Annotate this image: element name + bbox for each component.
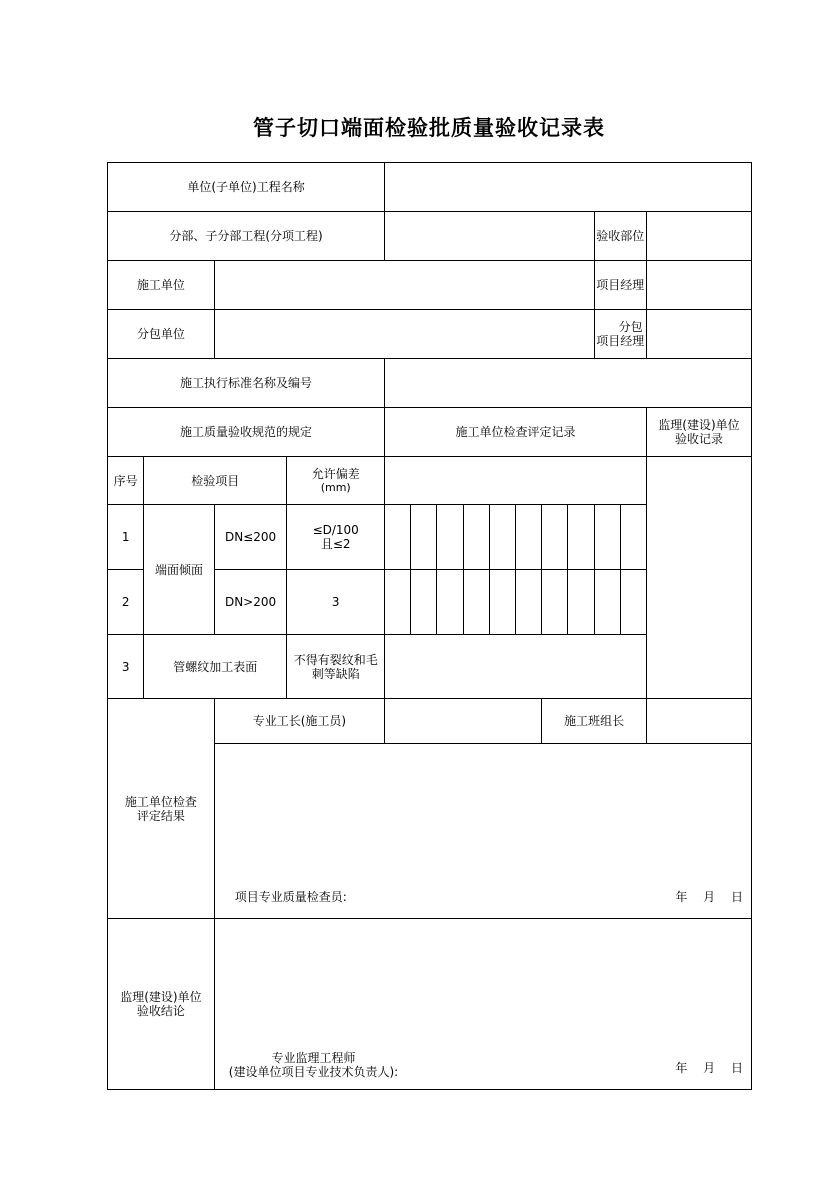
sub-pm-label-b: 包 [630,320,643,334]
row-tolerance: 3 [287,570,385,635]
record-header-blank[interactable] [385,457,647,505]
supervision-date: 年 月 日 [675,1061,743,1075]
project-name-row [108,163,752,212]
row-tolerance-line2: 且≤2 [320,537,351,551]
measure-cell[interactable] [594,570,620,635]
measure-cell[interactable] [411,570,437,635]
measure-cell[interactable] [516,570,542,635]
division-row [108,212,752,261]
sub-pm-label-a: 分 [618,320,631,334]
unit-result-label-line1: 施工单位检查 [124,794,197,809]
measure-cell[interactable] [463,570,489,635]
tolerance-header-line2: (mm) [320,480,351,494]
spec-rules-header: 施工质量验收规范的规定 [108,408,385,457]
measure-cell[interactable] [489,570,515,635]
measure-cell[interactable] [620,570,646,635]
construction-unit-label: 施工单位 [108,261,215,310]
construction-unit-row [108,261,752,310]
row-seq: 3 [108,635,144,699]
sub-pm-label-line2: 项目经理 [596,334,645,348]
row-item: 管螺纹加工表面 [144,635,287,699]
unit-result-date: 年 月 日 [675,890,743,904]
row-record-field[interactable] [385,635,647,699]
row-seq: 1 [108,505,144,570]
sub-project-manager-label [594,310,646,359]
sub-project-manager-field[interactable] [646,310,751,359]
team-leader-field[interactable] [646,699,751,744]
row-tolerance-line1: 不得有裂纹和毛 [293,652,378,667]
row-tolerance [287,635,385,699]
measure-cell[interactable] [411,505,437,570]
row-tolerance [287,505,385,570]
measure-cell[interactable] [463,505,489,570]
inspector-label: 项目专业质量检查员: [234,890,347,904]
division-field[interactable] [385,212,595,261]
project-manager-field[interactable] [646,261,751,310]
engineer-signature-label [229,1051,398,1079]
measure-cell[interactable] [594,505,620,570]
unit-result-label-line2: 评定结果 [136,808,185,823]
row-sub-item: DN≤200 [214,505,287,570]
supervision-record-field[interactable] [646,457,751,699]
standard-row [108,359,752,408]
row-tolerance-line2: 刺等缺陷 [311,666,360,681]
inspection-form-table [107,162,752,1090]
form-title: 管子切口端面检验批质量验收记录表 [253,116,605,140]
row-tolerance-line1: ≤D/100 [312,523,359,537]
unit-result-label [108,699,215,919]
section-header-row [108,408,752,457]
measure-cell[interactable] [542,505,568,570]
measure-cell[interactable] [620,505,646,570]
measure-cell[interactable] [568,505,594,570]
seq-header: 序号 [108,457,144,505]
engineer-line1: 专业监理工程师 [271,1051,356,1065]
foreman-field[interactable] [385,699,542,744]
supervision-record-line1: 监理(建设)单位 [658,418,740,432]
construction-unit-field[interactable] [214,261,594,310]
supervision-label [108,919,215,1090]
foreman-label: 专业工长(施工员) [214,699,384,744]
project-name-field[interactable] [385,163,752,212]
division-label: 分部、子分部工程(分项工程) [108,212,385,261]
measure-cell[interactable] [516,505,542,570]
row-sub-item: DN>200 [214,570,287,635]
project-manager-label: 项目经理 [594,261,646,310]
team-leader-label: 施工班组长 [542,699,647,744]
measure-cell[interactable] [385,570,411,635]
measure-cell[interactable] [385,505,411,570]
tolerance-header [287,457,385,505]
measure-cell[interactable] [568,570,594,635]
standard-label: 施工执行标准名称及编号 [108,359,385,408]
supervision-record-line2: 验收记录 [674,432,723,446]
acceptance-part-label: 验收部位 [594,212,646,261]
unit-check-record-header: 施工单位检查评定记录 [385,408,647,457]
subcontract-unit-field[interactable] [214,310,594,359]
supervision-conclusion-field[interactable] [214,919,751,1090]
standard-field[interactable] [385,359,752,408]
engineer-line2: (建设单位项目专业技术负责人): [228,1065,399,1079]
item-header: 检验项目 [144,457,287,505]
measure-cell[interactable] [437,570,463,635]
acceptance-part-field[interactable] [646,212,751,261]
column-header-row [108,457,752,505]
measure-cell[interactable] [542,570,568,635]
project-name-label: 单位(子单位)工程名称 [108,163,385,212]
subcontract-unit-label: 分包单位 [108,310,215,359]
subcontract-unit-row [108,310,752,359]
unit-result-field[interactable] [214,744,751,919]
supervision-label-line1: 监理(建设)单位 [120,990,202,1004]
tolerance-header-line1: 允许偏差 [311,466,360,481]
row-seq: 2 [108,570,144,635]
supervision-row [108,919,752,1090]
foreman-row [108,699,752,744]
measure-cell[interactable] [437,505,463,570]
supervision-record-header [646,408,751,457]
row-group-label: 端面倾面 [144,505,215,635]
supervision-label-line2: 验收结论 [136,1004,185,1018]
measure-cell[interactable] [489,505,515,570]
